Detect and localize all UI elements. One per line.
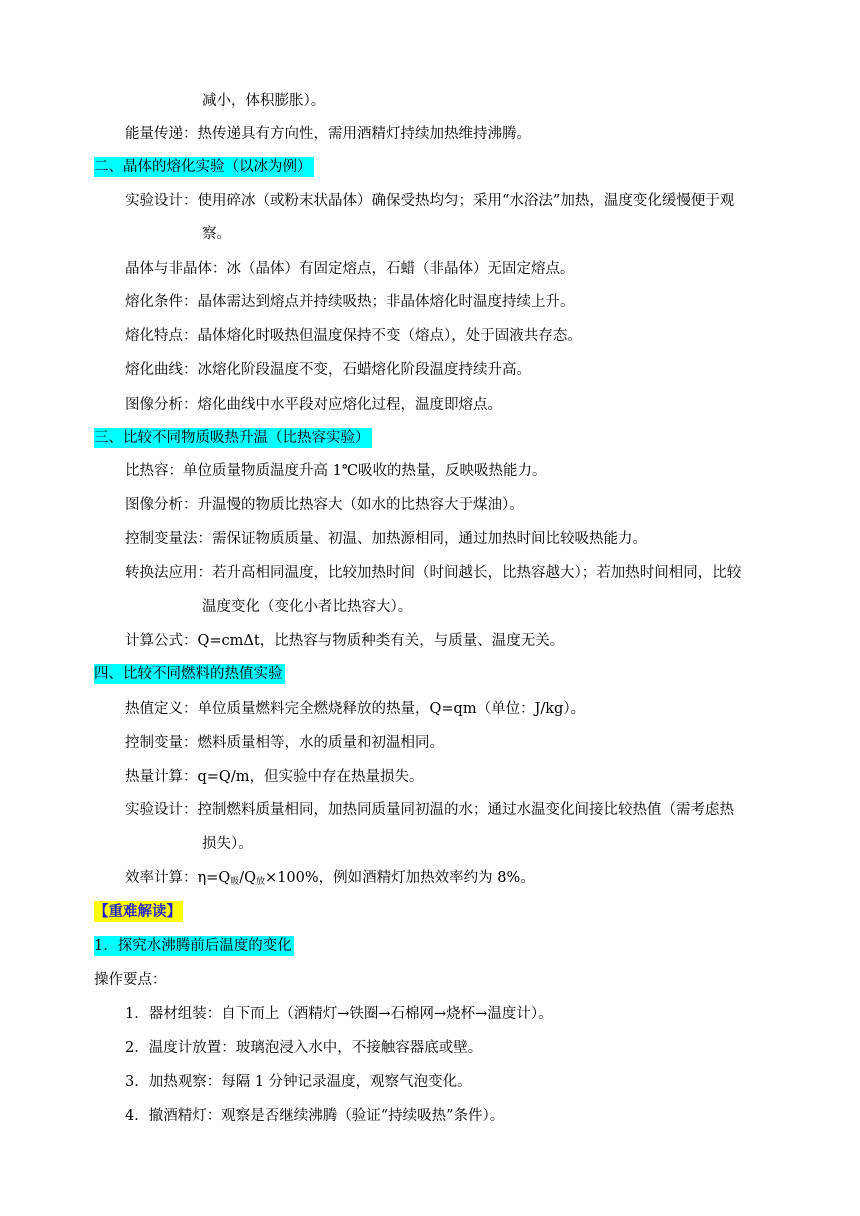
paragraph: 熔化特点：晶体熔化时吸热但温度保持不变（熔点），处于固液共存态。 <box>125 328 582 344</box>
paragraph: 图像分析：升温慢的物质比热容大（如水的比热容大于煤油）。 <box>125 497 524 513</box>
section-heading <box>94 157 314 177</box>
paragraph-continuation: 察。 <box>202 226 231 242</box>
key-points-heading <box>94 902 183 922</box>
paragraph: 熔化曲线：冰熔化阶段温度不变，石蜡熔化阶段温度持续升高。 <box>125 362 531 378</box>
paragraph: 比热容：单位质量物质温度升高 1℃吸收的热量，反映吸热能力。 <box>125 463 547 479</box>
formula-paragraph: 效率计算：$\eta=Q_吸/Q_放\times 100\%$，例如酒精灯加热效率约为 8%。 <box>125 870 535 887</box>
paragraph: 晶体与非晶体：冰（晶体）有固定熔点，石蜡（非晶体）无固定熔点。 <box>125 261 575 277</box>
paragraph: 转换法应用：若升高相同温度，比较加热时间（时间越长，比热容越大）；若加热时间相同，比较 <box>125 565 742 581</box>
section-heading <box>94 664 285 684</box>
section-heading-text: 四、比较不同燃料的热值实验 <box>94 666 283 682</box>
section-heading <box>94 428 372 448</box>
paragraph: 实验设计：使用碎冰（或粉末状晶体）确保受热均匀；采用“水浴法”加热，温度变化缓慢便于观 <box>125 193 735 209</box>
paragraph-continuation: 损失）。 <box>202 836 253 852</box>
list-item: 3．加热观察：每隔 1 分钟记录温度，观察气泡变化。 <box>125 1074 472 1090</box>
key-points-heading-text: 【重难解读】 <box>94 903 181 920</box>
list-item: 1．器材组装：自下而上（酒精灯→铁圈→石棉网→烧杯→温度计）。 <box>125 1006 553 1022</box>
paragraph-continuation: 温度变化（变化小者比热容大）。 <box>202 599 413 615</box>
paragraph: 能量传递：热传递具有方向性，需用酒精灯持续加热维持沸腾。 <box>125 126 531 142</box>
paragraph: 操作要点： <box>94 972 167 988</box>
paragraph: 热值定义：单位质量燃料完全燃烧释放的热量，Q=qm（单位：J/kg）。 <box>125 701 586 717</box>
subsection-heading-text: 1．探究水沸腾前后温度的变化 <box>94 938 292 954</box>
paragraph: 计算公式：Q=cmΔt，比热容与物质种类有关，与质量、温度无关。 <box>125 633 565 649</box>
paragraph-continuation: 减小，体积膨胀）。 <box>202 93 326 109</box>
subsection-heading <box>94 936 294 956</box>
paragraph: 控制变量：燃料质量相等，水的质量和初温相同。 <box>125 735 444 751</box>
paragraph: 图像分析：熔化曲线中水平段对应熔化过程，温度即熔点。 <box>125 397 502 413</box>
list-item: 2．温度计放置：玻璃泡浸入水中，不接触容器底或壁。 <box>125 1040 483 1056</box>
section-heading-text: 二、晶体的熔化实验（以冰为例） <box>94 159 312 175</box>
paragraph: 熔化条件：晶体需达到熔点并持续吸热；非晶体熔化时温度持续上升。 <box>125 294 575 310</box>
list-item: 4．撤酒精灯：观察是否继续沸腾（验证“持续吸热”条件）。 <box>125 1108 505 1124</box>
paragraph: 热量计算：q=Q/m，但实验中存在热量损失。 <box>125 769 424 785</box>
paragraph: 实验设计：控制燃料质量相同，加热同质量同初温的水；通过水温变化间接比较热值（需考虑热 <box>125 802 734 818</box>
section-heading-text: 三、比较不同物质吸热升温（比热容实验） <box>94 430 370 446</box>
paragraph: 控制变量法：需保证物质质量、初温、加热源相同，通过加热时间比较吸热能力。 <box>125 531 647 547</box>
